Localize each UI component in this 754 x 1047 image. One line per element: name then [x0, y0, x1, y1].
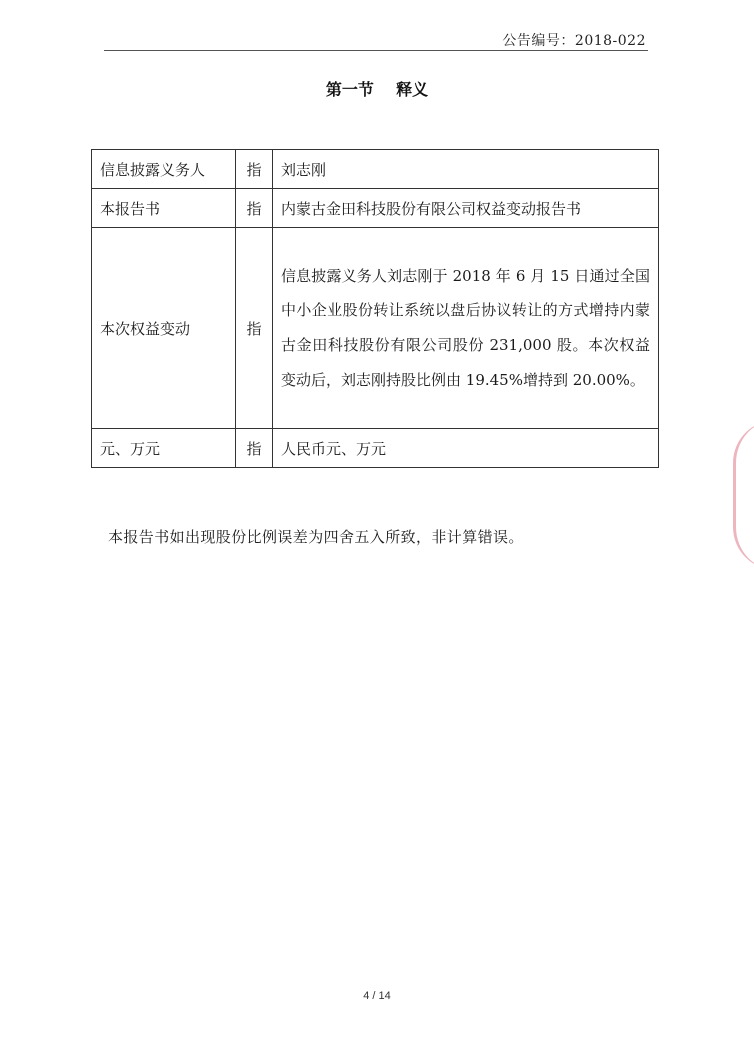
- section-title: 第一节 释义: [325, 80, 429, 99]
- announcement-number: 公告编号：2018-022: [502, 33, 646, 49]
- definition-connector: 指: [236, 429, 273, 468]
- definitions-table: [91, 149, 659, 468]
- table-row: [92, 429, 659, 468]
- table-row: [92, 228, 659, 429]
- definition-meaning: 刘志刚: [273, 150, 659, 189]
- definition-term: 本次权益变动: [92, 228, 236, 429]
- definition-connector: 指: [236, 189, 273, 228]
- definition-meaning: 信息披露义务人刘志刚于 2018 年 6 月 15 日通过全国中小企业股份转让系统以盘后协议转让的方式增持内蒙古金田科技股份有限公司股份 231,000 股。本次权益变动后，刘志刚持股比例由 19.45%增持到 20.00%。: [273, 228, 659, 429]
- definition-meaning: 内蒙古金田科技股份有限公司权益变动报告书: [273, 189, 659, 228]
- rounding-note: 本报告书如出现股份比例误差为四舍五入所致，非计算错误。: [108, 528, 524, 546]
- definition-connector: 指: [236, 150, 273, 189]
- definition-term: 信息披露义务人: [92, 150, 236, 189]
- page-number: 4 / 14: [363, 990, 391, 1002]
- table-row: [92, 150, 659, 189]
- definition-meaning: 人民币元、万元: [273, 429, 659, 468]
- definition-term: 元、万元: [92, 429, 236, 468]
- red-seal-edge: [733, 420, 754, 570]
- definition-term: 本报告书: [92, 189, 236, 228]
- header-rule: [104, 50, 648, 51]
- definition-connector: 指: [236, 228, 273, 429]
- table-row: [92, 189, 659, 228]
